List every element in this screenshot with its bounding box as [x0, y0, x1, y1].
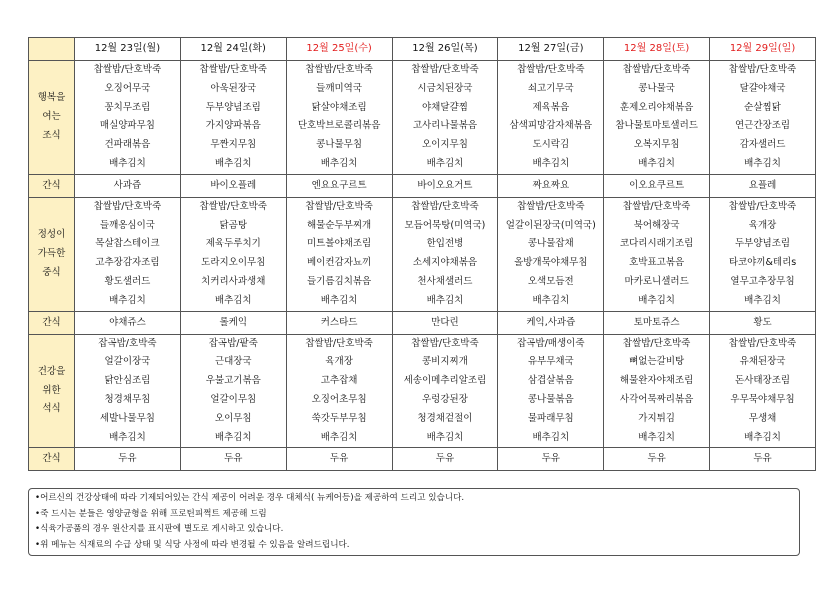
dinner-cell — [180, 334, 286, 448]
menu-item: 두부양념조림 — [205, 101, 261, 113]
menu-item: 쑥갓두부무침 — [311, 412, 367, 424]
menu-item: 감자샐러드 — [739, 139, 786, 151]
menu-item: 천사채샐러드 — [417, 275, 473, 287]
dinner-label: 건강을 위한 석식 — [29, 334, 75, 448]
day-header: 12월 28일(토) — [604, 38, 710, 61]
menu-item: 배추김치 — [744, 294, 781, 306]
menu-item: 콩비지찌개 — [422, 356, 468, 368]
menu-item: 단호박브로콜리볶음 — [297, 120, 381, 132]
menu-item: 고추잡채 — [320, 375, 358, 387]
menu-item: 야채달걀찜 — [422, 101, 468, 113]
menu-item: 베이컨감자뇨끼 — [306, 257, 372, 269]
menu-item: 세발나물무침 — [99, 412, 155, 424]
snack-cell: 두유 — [75, 448, 181, 471]
breakfast-cell — [604, 61, 710, 175]
menu-item: 참나물토마토샐러드 — [615, 120, 698, 132]
menu-item: 유채된장국 — [739, 356, 786, 368]
menu-item: 타코야끼&테리s — [728, 257, 797, 269]
breakfast-cell — [498, 61, 604, 175]
breakfast-label: 행복을 여는 조식 — [29, 61, 75, 175]
menu-item: 배추김치 — [744, 157, 781, 169]
menu-item: 유부무채국 — [527, 356, 574, 368]
menu-item: 찹쌀밥/단호박죽 — [517, 64, 585, 75]
menu-item: 가지튀김 — [638, 412, 675, 424]
menu-item: 얼갈이무침 — [210, 393, 257, 405]
snack-cell: 이오요쿠르트 — [604, 174, 710, 197]
snack-cell: 두유 — [498, 448, 604, 471]
menu-item: 찹쌀밥/단호박죽 — [411, 200, 479, 212]
menu-item: 찹쌀밥/단호박죽 — [199, 200, 267, 212]
day-header: 12월 27일(금) — [498, 38, 604, 61]
menu-item: 배추김치 — [426, 294, 464, 306]
menu-item: 배추김치 — [532, 157, 570, 169]
menu-item: 달걀야채국 — [739, 82, 786, 94]
menu-item: 시금치된장국 — [417, 82, 473, 94]
menu-item: 찹쌀밥/단호박죽 — [93, 64, 162, 75]
note-line: •죽 드시는 분들은 영양균형을 위해 프로틴피쩍트 제공해 드림 — [35, 508, 267, 519]
menu-item: 북어해장국 — [633, 219, 680, 231]
menu-item: 고추장감자조림 — [95, 257, 160, 269]
snack-cell: 만다린 — [392, 311, 498, 334]
menu-item: 찹쌀밥/단호박죽 — [199, 64, 267, 75]
menu-item: 오색모듬전 — [527, 275, 574, 287]
snack-cell: 두유 — [604, 448, 710, 471]
snack-cell: 두유 — [392, 448, 498, 471]
menu-item: 찹쌀밥/단호박죽 — [622, 200, 691, 212]
snack-row — [29, 448, 816, 471]
menu-item: 오복지무침 — [633, 139, 680, 151]
menu-item: 호박표고볶음 — [629, 257, 685, 269]
snack-cell: 요플레 — [710, 174, 816, 197]
day-header: 12월 25일(수) — [286, 38, 392, 61]
menu-item: 배추김치 — [214, 431, 252, 443]
menu-item: 배추김치 — [320, 431, 358, 443]
menu-item: 잡곡밥/호박죽 — [98, 337, 157, 349]
snack-label: 간식 — [29, 448, 75, 471]
note-line: •위 메뉴는 식재료의 수급 상태 및 식당 사정에 따라 변경될 수 있음을 알려드립니다. — [35, 539, 350, 550]
menu-item: 무짠지무침 — [210, 139, 257, 151]
menu-item: 쇠고기무국 — [527, 82, 574, 94]
menu-item: 해물순두부찌개 — [306, 219, 372, 231]
menu-item: 코다리시래기조림 — [619, 238, 694, 250]
snack-row — [29, 174, 816, 197]
snack-cell: 바이오요거트 — [392, 174, 498, 197]
menu-item: 얼갈이된장국(미역국) — [505, 219, 596, 231]
snack-cell: 두유 — [286, 448, 392, 471]
menu-item: 배추김치 — [109, 431, 146, 443]
lunch-row — [29, 197, 816, 311]
lunch-cell — [392, 197, 498, 311]
menu-item: 육개장 — [748, 219, 777, 231]
menu-item: 찹쌀밥/단호박죽 — [305, 200, 373, 212]
menu-item: 콩나물무침 — [316, 139, 363, 151]
menu-item: 닭곰탕 — [219, 219, 248, 231]
menu-item: 무생채 — [748, 412, 777, 424]
snack-row — [29, 311, 816, 334]
lunch-cell — [75, 197, 181, 311]
breakfast-cell — [710, 61, 816, 175]
menu-item: 훈제오리야채볶음 — [619, 101, 694, 113]
menu-item: 물파래무침 — [527, 412, 574, 424]
menu-item: 오이무침 — [214, 412, 252, 424]
menu-item: 순살찜닭 — [744, 101, 781, 113]
menu-item: 배추김치 — [532, 431, 570, 443]
menu-item: 매실양파무침 — [99, 120, 155, 132]
menu-item: 찹쌀밥/단호박죽 — [728, 64, 797, 75]
dinner-row — [29, 334, 816, 448]
menu-item: 찹쌀밥/단호박죽 — [411, 337, 479, 349]
menu-item: 도라지오이무침 — [201, 257, 266, 269]
snack-cell: 사과즙 — [75, 174, 181, 197]
menu-item: 배추김치 — [214, 157, 252, 169]
note-line: •식육가공품의 경우 원산지를 표시판에 별도로 게시하고 있습니다. — [35, 524, 284, 534]
menu-item: 모듬어묵탕(미역국) — [404, 219, 486, 231]
snack-cell: 롤케익 — [180, 311, 286, 334]
menu-item: 삼겹살볶음 — [527, 375, 574, 387]
menu-item: 찹쌀밥/단호박죽 — [728, 337, 797, 349]
snack-cell: 두유 — [180, 448, 286, 471]
menu-item: 찹쌀밥/단호박죽 — [305, 337, 373, 349]
menu-item: 잡곡밥/팥죽 — [208, 337, 258, 349]
menu-item: 배추김치 — [109, 294, 146, 306]
menu-item: 사각어묵짜리볶음 — [619, 393, 694, 405]
menu-item: 건파래볶음 — [104, 139, 151, 151]
menu-item: 배추김치 — [426, 431, 464, 443]
menu-item: 들깨미역국 — [316, 82, 363, 94]
snack-cell: 황도 — [710, 311, 816, 334]
menu-item: 찹쌀밥/단호박죽 — [622, 64, 691, 75]
breakfast-cell — [286, 61, 392, 175]
menu-item: 삼색피망감자채볶음 — [509, 120, 593, 132]
menu-item: 가지양파볶음 — [205, 120, 261, 132]
menu-item: 잡곡밥/매생이죽 — [517, 337, 585, 349]
menu-item: 소세지야채볶음 — [412, 257, 478, 269]
menu-item: 우무묵야채무침 — [730, 393, 795, 405]
day-header: 12월 29일(일) — [710, 38, 816, 61]
snack-cell: 짜요짜요 — [498, 174, 604, 197]
menu-item: 목살찹스테이크 — [95, 238, 160, 250]
menu-item: 들기름김치볶음 — [306, 275, 372, 287]
header-row — [29, 38, 816, 61]
menu-item: 청경채겉절이 — [417, 412, 473, 424]
day-header: 12월 26일(목) — [392, 38, 498, 61]
weekly-menu-table — [28, 37, 816, 471]
snack-cell: 토마토쥬스 — [604, 311, 710, 334]
menu-item: 근대장국 — [214, 356, 252, 368]
lunch-label: 정성이 가득한 중식 — [29, 197, 75, 311]
menu-item: 오이지무침 — [422, 139, 468, 151]
menu-item: 두부양념조림 — [735, 238, 791, 250]
lunch-cell — [498, 197, 604, 311]
breakfast-cell — [180, 61, 286, 175]
menu-item: 배추김치 — [638, 294, 675, 306]
breakfast-cell — [75, 61, 181, 175]
snack-cell: 커스타드 — [286, 311, 392, 334]
menu-item: 육개장 — [325, 356, 353, 368]
menu-item: 배추김치 — [214, 294, 252, 306]
menu-item: 청경채무침 — [104, 393, 151, 405]
menu-item: 배추김치 — [320, 294, 358, 306]
snack-cell: 엔요요구르트 — [286, 174, 392, 197]
menu-item: 닭안심조림 — [104, 375, 151, 387]
day-header: 12월 24일(화) — [180, 38, 286, 61]
snack-label: 간식 — [29, 311, 75, 334]
lunch-cell — [286, 197, 392, 311]
menu-item: 찹쌀밥/단호박죽 — [728, 200, 797, 212]
snack-cell: 케익,사과즙 — [498, 311, 604, 334]
note-line: •어르신의 건강상태에 따라 기제되어있는 간식 제공이 어려운 경우 대체식( 뉴케어등)을 제공하여 드리고 있습니다. — [35, 493, 465, 503]
menu-item: 배추김치 — [426, 157, 464, 169]
menu-item: 배추김치 — [532, 294, 570, 306]
menu-item: 세송이메추리알조림 — [403, 375, 487, 387]
menu-item: 해물완자야채조림 — [619, 375, 694, 387]
lunch-cell — [710, 197, 816, 311]
lunch-cell — [180, 197, 286, 311]
snack-cell: 야채쥬스 — [75, 311, 181, 334]
dinner-cell — [498, 334, 604, 448]
menu-item: 콩나물국 — [638, 82, 675, 94]
menu-item: 마카로니샐러드 — [624, 275, 689, 287]
menu-item: 한입전병 — [426, 238, 464, 250]
menu-item: 콩나물볶음 — [527, 393, 574, 405]
breakfast-row — [29, 61, 816, 175]
menu-item: 닭살야채조림 — [311, 101, 367, 113]
menu-item: 미트볼야채조림 — [306, 238, 372, 250]
menu-item: 찹쌀밥/단호박죽 — [93, 200, 162, 212]
dinner-cell — [710, 334, 816, 448]
snack-label: 간식 — [29, 174, 75, 197]
menu-item: 우불고기볶음 — [205, 375, 261, 387]
menu-item: 치커리사과생채 — [201, 275, 266, 287]
menu-item: 꽁치무조림 — [104, 101, 151, 113]
dinner-cell — [286, 334, 392, 448]
menu-item: 제육두루치기 — [205, 238, 261, 250]
menu-item: 고사리나물볶음 — [412, 120, 478, 132]
menu-item: 아욱된장국 — [210, 82, 257, 94]
menu-item: 콩나물잡채 — [527, 238, 574, 250]
menu-item: 얼갈이장국 — [104, 356, 151, 368]
snack-cell: 바이오플레 — [180, 174, 286, 197]
menu-item: 배추김치 — [638, 157, 675, 169]
dinner-cell — [604, 334, 710, 448]
breakfast-cell — [392, 61, 498, 175]
menu-item: 돈사태장조림 — [735, 375, 791, 387]
menu-item: 찹쌀밥/단호박죽 — [305, 64, 373, 75]
menu-item: 배추김치 — [109, 157, 146, 169]
menu-item: 오징어무국 — [104, 82, 151, 94]
menu-item: 열무고추장무침 — [730, 275, 795, 287]
menu-item: 황도샐러드 — [104, 275, 151, 287]
menu-item: 도시락김 — [532, 139, 570, 151]
menu-item: 올방개묵야채무침 — [514, 257, 588, 269]
lunch-cell — [604, 197, 710, 311]
menu-item: 제육볶음 — [532, 101, 570, 113]
menu-item: 찹쌀밥/단호박죽 — [622, 337, 691, 349]
menu-item: 뼈없는갈비탕 — [629, 356, 685, 368]
day-header: 12월 23일(월) — [75, 38, 181, 61]
menu-item: 연근간장조림 — [735, 120, 791, 132]
menu-item: 배추김치 — [320, 157, 358, 169]
menu-item: 오징어초무침 — [311, 393, 367, 405]
dinner-cell — [392, 334, 498, 448]
menu-item: 들깨옹심이국 — [99, 219, 155, 231]
corner-cell — [29, 38, 75, 61]
menu-item: 찹쌀밥/단호박죽 — [517, 200, 585, 212]
menu-item: 찹쌀밥/단호박죽 — [411, 64, 479, 75]
dinner-cell — [75, 334, 181, 448]
notes-box — [28, 488, 800, 556]
menu-item: 배추김치 — [744, 431, 781, 443]
menu-item: 배추김치 — [638, 431, 675, 443]
menu-item: 우렁강된장 — [422, 393, 468, 405]
snack-cell: 두유 — [710, 448, 816, 471]
